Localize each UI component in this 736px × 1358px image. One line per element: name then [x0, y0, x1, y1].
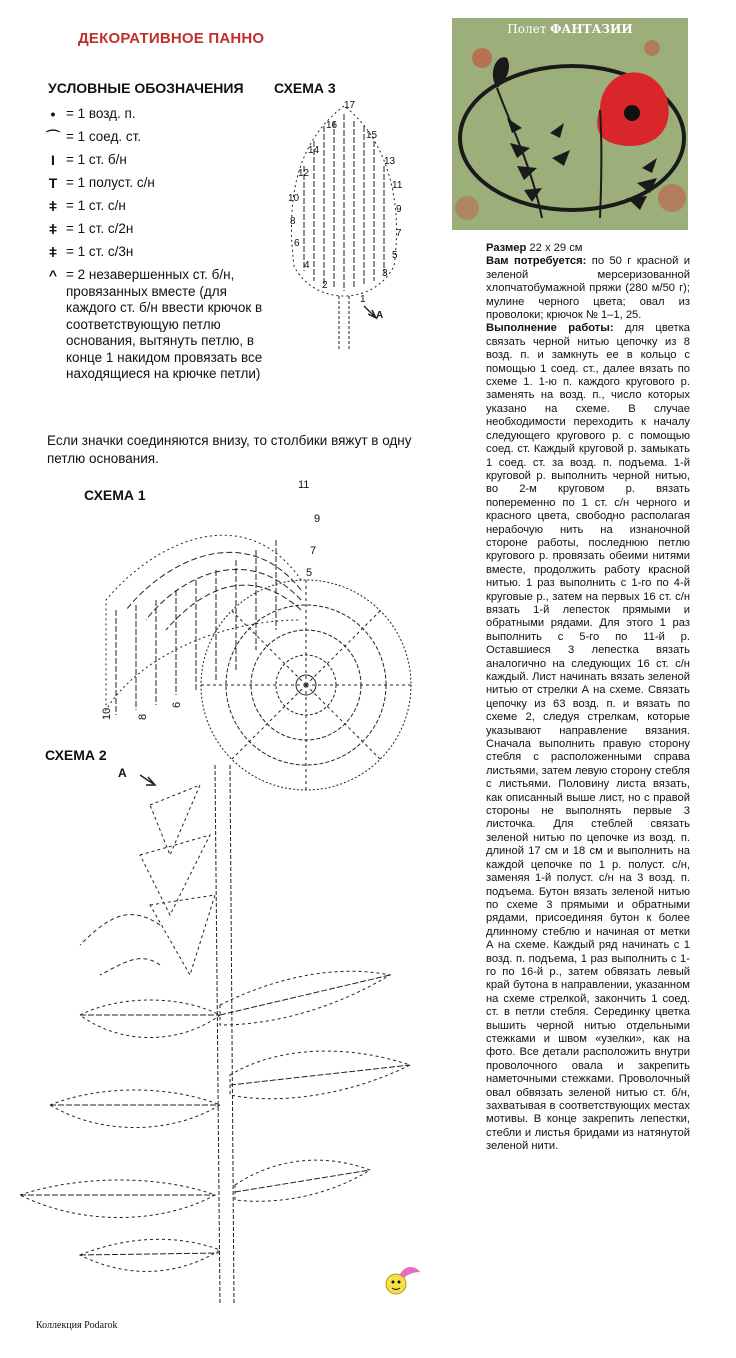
scheme3-number: 12 — [298, 168, 310, 179]
legend-item: ⌒ = 1 соед. ст. — [40, 129, 280, 152]
photo-caption: Полет ФАНТАЗИИ — [507, 22, 633, 36]
scheme3-number: 14 — [308, 145, 320, 156]
legend-item: • = 1 возд. п. — [40, 106, 280, 129]
scheme3-number: 7 — [396, 228, 402, 239]
scheme3-number: 11 — [392, 180, 403, 191]
materials-paragraph: Вам потребуется: по 50 г красной и зеленой мерсеризованной хлопчатобумажной пряжи (280 м/50 г); мулине черного цвета; овал из проволоки; крючок № 1–1, 25. — [486, 255, 690, 322]
tr-icon: ǂ — [48, 221, 58, 237]
scheme3-number: 10 — [288, 193, 300, 204]
scheme1-label: СХЕМА 1 — [84, 487, 146, 503]
poppy-image — [452, 18, 688, 230]
scheme3-number: 8 — [290, 216, 296, 227]
scheme3-number: 2 — [322, 280, 328, 291]
scheme3-number: 3 — [382, 268, 388, 279]
scheme1-number: 8 — [137, 713, 149, 720]
legend-item: ǂ = 1 ст. с/3н — [40, 244, 280, 267]
scheme3-label: СХЕМА 3 — [274, 80, 336, 96]
scheme2-marker: A — [118, 766, 127, 780]
mascot-icon — [382, 1262, 422, 1298]
poppy-photo — [452, 18, 688, 230]
dc-icon: ǂ — [48, 198, 58, 214]
instructions-text — [486, 242, 690, 1154]
scheme1-number: 9 — [314, 513, 321, 525]
sc-icon: I — [51, 152, 55, 168]
dot-icon: • — [50, 106, 56, 122]
arc-icon: ⌒ — [46, 129, 60, 145]
page-title: ДЕКОРАТИВНОЕ ПАННО — [78, 30, 265, 47]
scheme3-number: 5 — [392, 250, 398, 261]
scheme3-number: 15 — [366, 130, 378, 141]
scheme1-number: 11 — [298, 480, 310, 491]
dtr-icon: ǂ — [48, 244, 58, 260]
hdc-icon: T — [48, 175, 58, 191]
size-paragraph: Размер 22 х 29 см — [486, 242, 583, 254]
legend-item: ǂ = 1 ст. с/н — [40, 198, 280, 221]
work-paragraph: Выполнение работы: для цветка связать черной нитью цепочку из 8 возд. п. и замкнуть ее в кольцо с помощью 1 соед. ст., далее вязать по схеме 1. 1-ю п. каждого кругового р. заменять на возд. п., число которых указано на схеме. В случае необходимости переходить к началу следующего кругового р. с помощью соед. ст. Каждый круговой р. замыкать 1 соед. ст. за возд. п. подъема. 1-й круговой р. выполнить черной нитью, во 2-м круговом р. вязать попеременно по 1 ст. с/н черного и красного цвета, свободно располагая нерабочую нить на изнаночной стороне работы, последнюю петлю кругового р. провязать обеими нитями вместе, продолжить работу красной нитью. 1 раз выполнить с 1-го по 4-й круговые р., затем на первых 16 ст. с/н вязать 1-й лепесток прямыми и обратными рядами. Для этого 1 раз выполнить с 5-го по 11-й р. Оставшиеся 3 лепестка вязать аналогично на следующих 16 ст. с/н каждый. Лист начинать вязать зеленой нитью от стрелки А на схеме. Связать цепочку из 63 возд. п. и вязать по схеме 2, следуя стрелкам, которые указывают направление вязания. Сначала выполнить правую сторону стебля с расположенными справа листьями, затем левую сторону стебля с листьями. Половину листа вязать, как описанный выше лист, но с правой стороны не выполнять первые 3 листочка. Для стеблей связать зеленой нитью по цепочке из возд. п. длиной 17 см и 18 см и выполнить на каждой цепочке по 1 р. полуст. с/н, заменяя 1-й полуст. с/н на 3 возд. п. подъема. Бутон вязать зеленой нитью по схеме 3 прямыми и обратными рядами, присоединяя бутон к более длинному стеблю и начиная от метки А на схеме. Каждый ряд начинать с 1 возд. п. подъема, 1 раз выполнить с 1-го по 16-й р., затем обвязать левый край бутона в направлении, указанном на схеме стрелкой, закончить 1 соед. ст. в петли стебля. Серединку цветка вышить черной нитью отдельными стежками и швом «узелки», как на фото. Все детали расположить внутри проволочного овала и закрепить наметочными стежками. Проволочный овал обвязать зеленой нитью ст. б/н, захватывая в соответствующих местах мотивы. В конце закрепить лепестки, стебли и листья бридами из натянутой зеленой нити. — [486, 322, 690, 1153]
scheme3-number: 16 — [326, 120, 338, 131]
scheme1-number: 10 — [101, 707, 113, 720]
legend-list — [40, 106, 280, 383]
legend-item: T = 1 полуст. с/н — [40, 175, 280, 198]
scheme3-number: 1 — [360, 294, 366, 305]
legend-title: УСЛОВНЫЕ ОБОЗНАЧЕНИЯ — [48, 80, 244, 96]
dec-icon: ^ — [48, 267, 58, 283]
scheme2-label: СХЕМА 2 — [45, 747, 107, 763]
legend-item: ǂ = 1 ст. с/2н — [40, 221, 280, 244]
scheme3-number: 6 — [294, 238, 300, 249]
scheme1-number: 6 — [171, 701, 183, 708]
collection-credit: Коллекция Podarok — [36, 1320, 118, 1331]
scheme3-number: 13 — [384, 156, 396, 167]
legend-item: I = 1 ст. б/н — [40, 152, 280, 175]
scheme1-number: 7 — [310, 545, 317, 557]
legend-item: ^ = 2 незавершенных ст. б/н, провязанных вместе (для каждого ст. б/н ввести крючок в соответствующую петлю основания, вытянуть петлю, в конце 1 накидом провязать все находящиеся на крючке петли) — [40, 267, 280, 383]
scheme3-marker: A — [376, 310, 384, 321]
scheme3-number: 9 — [396, 204, 402, 215]
scheme3-diagram — [264, 96, 414, 356]
scheme3-number: 4 — [304, 260, 310, 271]
scheme3-number: 17 — [344, 100, 356, 111]
scheme2-diagram — [20, 745, 430, 1320]
legend-footnote: Если значки соединяются внизу, то столбики вяжут в одну петлю основания. — [47, 433, 412, 466]
scheme1-number: 5 — [306, 567, 313, 579]
